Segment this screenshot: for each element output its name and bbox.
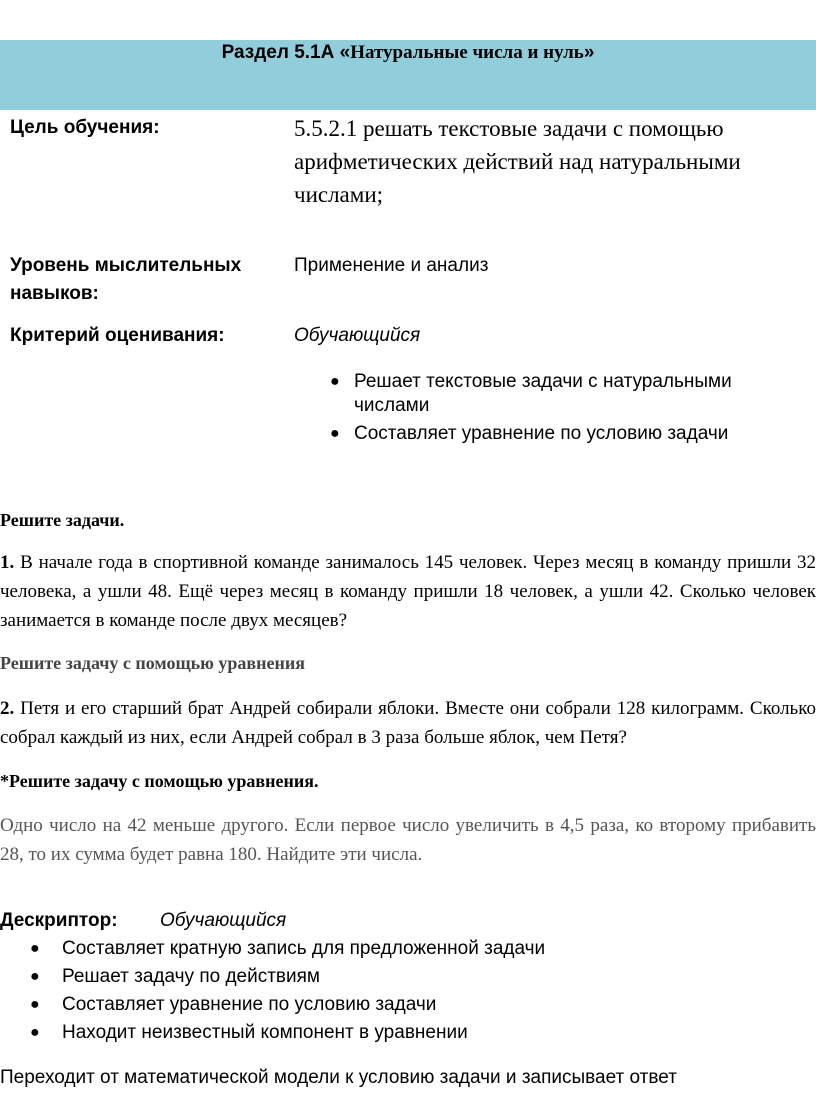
list-item [0, 991, 816, 1019]
tasks-heading: Решите задачи. [0, 510, 125, 530]
list-item [0, 963, 816, 991]
section-title [0, 40, 816, 66]
bullet-icon: ● [330, 373, 340, 390]
descriptor-list [0, 935, 816, 1047]
goal-value: 5.5.2.1 решать текстовые задачи с помощью арифметических действий над натуральными числами; [294, 116, 741, 207]
task-2-text: Петя и его старший брат Андрей собирали яблоки. Вместе они собрали 128 килограмм. Сколько собрал каждый из них, если Андрей собрал в 3 раза больше яблок, чем Петя? [0, 698, 816, 748]
bullet-icon: ● [30, 940, 40, 957]
descriptor-item-text: Решает задачу по действиям [62, 966, 320, 987]
thinking-level-label: Уровень мыслительных навыков: [10, 255, 242, 304]
bullet-icon: ● [30, 996, 40, 1013]
descriptor-item-text: Находит неизвестный компонент в уравнении [62, 1022, 468, 1043]
descriptor-subject: Обучающийся [160, 910, 287, 931]
descriptor-label: Дескриптор: [0, 910, 118, 931]
section-title-suffix: » [583, 42, 595, 63]
thinking-level-value: Применение и анализ [294, 255, 489, 276]
task-2-number: 2. [0, 698, 15, 719]
criteria-item-text: Решает текстовые задачи с натуральными числами [354, 371, 732, 416]
descriptor-final-text: Переходит от математической модели к условию задачи и записывает ответ [0, 1067, 677, 1088]
criteria-item-text: Составляет уравнение по условию задачи [354, 423, 729, 444]
bonus-heading: *Решите задачу с помощью уравнения. [0, 771, 319, 791]
goal-label: Цель обучения: [10, 117, 160, 138]
descriptor-row [0, 907, 816, 935]
section-title-main: Натуральные числа и нуль [350, 42, 584, 63]
criteria-list [294, 370, 804, 450]
list-item [0, 1019, 816, 1047]
bullet-icon: ● [30, 1024, 40, 1041]
bullet-icon: ● [30, 968, 40, 985]
list-item [294, 422, 804, 446]
criteria-subject: Обучающийся [294, 325, 421, 346]
task-1 [0, 548, 816, 635]
list-item [0, 935, 816, 963]
criteria-label: Критерий оценивания: [10, 325, 225, 346]
section-title-prefix: Раздел 5.1А « [221, 42, 351, 63]
list-item [294, 370, 804, 418]
bullet-icon: ● [330, 425, 340, 442]
equation-heading: Решите задачу с помощью уравнения [0, 653, 305, 673]
bonus-task-text: Одно число на 42 меньше другого. Если первое число увеличить в 4,5 раза, ко второму прибавить 28, то их сумма будет равна 180. Найдите эти числа. [0, 815, 816, 865]
task-1-number: 1. [0, 552, 15, 573]
task-2 [0, 694, 816, 752]
task-1-text: В начале года в спортивной команде занималось 145 человек. Через месяц в команду пришли 32 человека, а ушли 48. Ещё через месяц в команду пришли 18 человек, а ушли 42. Сколько человек занимается в команде после двух месяцев? [0, 552, 816, 631]
descriptor-item-text: Составляет уравнение по условию задачи [62, 994, 437, 1015]
descriptor-item-text: Составляет кратную запись для предложенной задачи [62, 938, 546, 959]
